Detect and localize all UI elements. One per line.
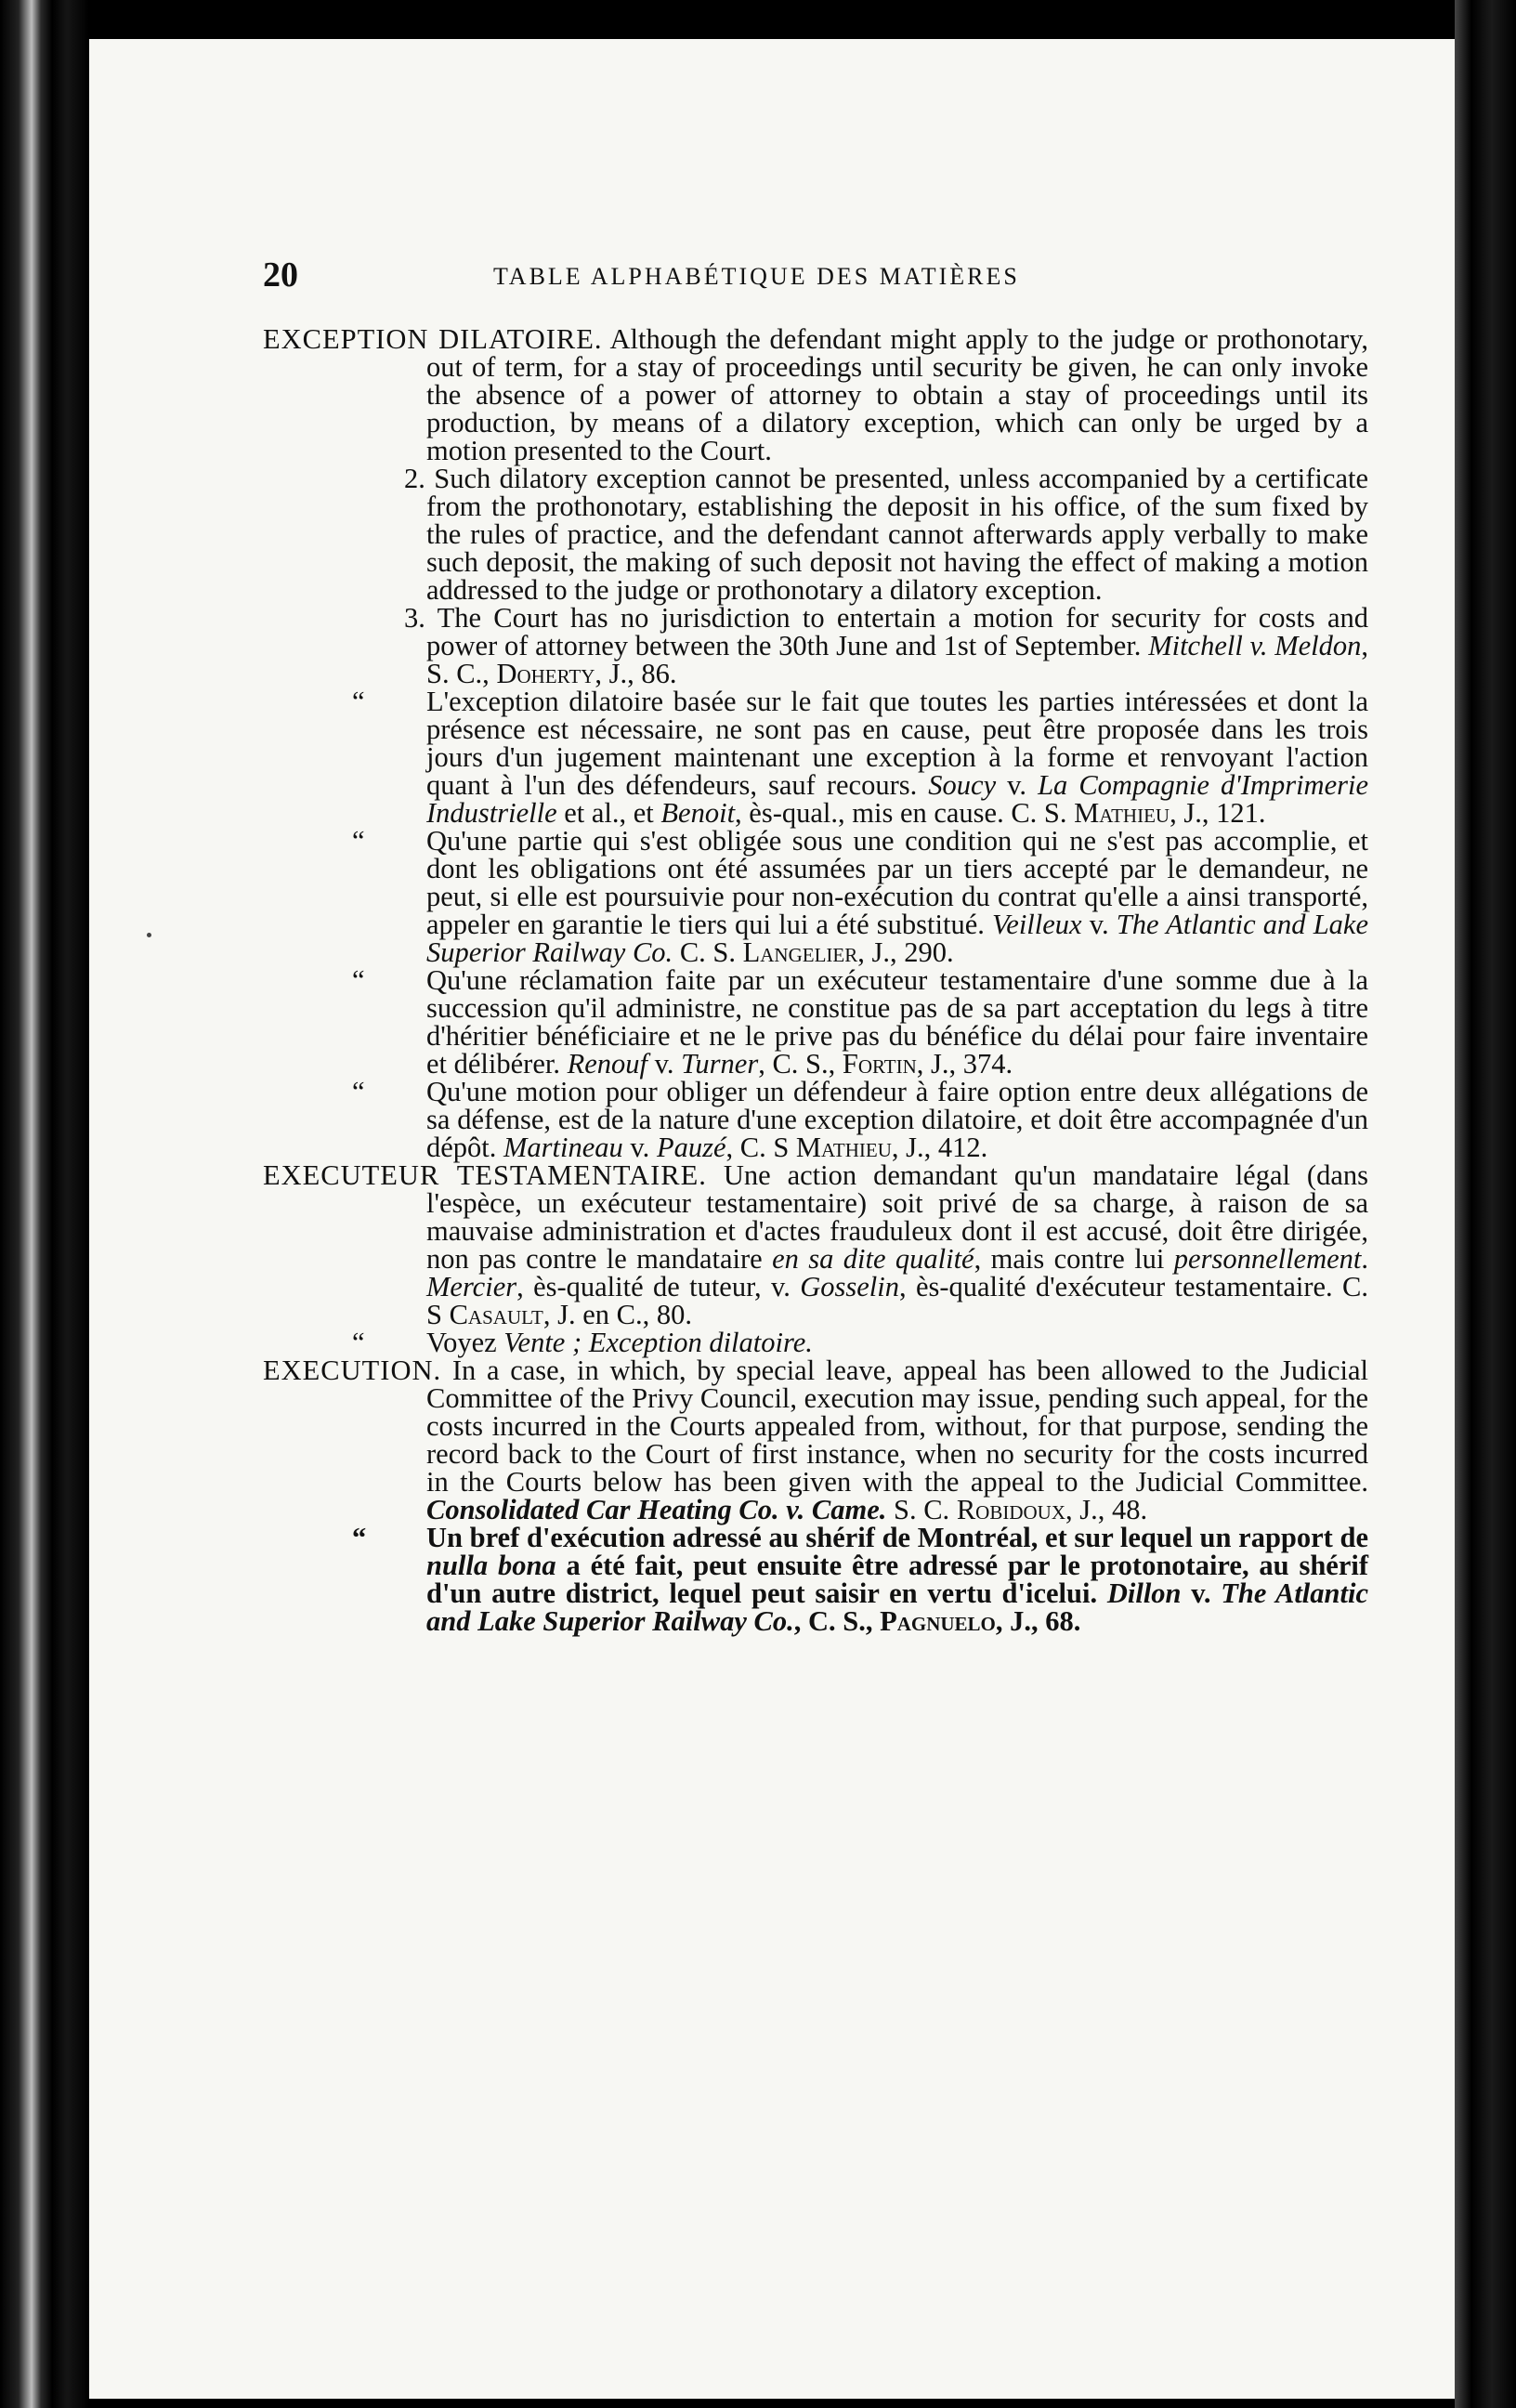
index-text — [263, 325, 1368, 1635]
case-name: Martineau — [503, 1132, 623, 1163]
page-ref: , J., 412. — [891, 1132, 988, 1163]
page-ref: , J., 121. — [1170, 797, 1266, 829]
case-name: Gosselin — [800, 1271, 899, 1302]
ditto-paragraph — [263, 687, 1368, 827]
case-name: Turner — [681, 1048, 759, 1080]
numbered-item — [263, 604, 1368, 687]
court-ref: S. C. — [886, 1494, 957, 1525]
court-ref: , S. C., — [426, 630, 1368, 689]
court-ref: , ès-qualité d'exécuteur testamentaire. C. S — [426, 1271, 1368, 1330]
court-ref: , ès-qual., mis en cause. C. S. — [735, 797, 1075, 829]
judge-name: Pagnuelo — [880, 1605, 996, 1637]
court-ref: C. S. — [673, 936, 743, 968]
judge-name: Doherty — [496, 658, 595, 689]
ditto-text: Qu'une motion pour obliger un défendeur à faire option entre deux allégations de sa défense, est de la nature d'une exception dilatoire, et doit être accompagnée d'un dépôt. — [426, 1076, 1368, 1163]
case-name: Consolidated Car Heating Co. v. Came. — [426, 1494, 887, 1525]
cross-reference: Vente ; Exception dilatoire. — [503, 1327, 813, 1358]
ditto-mark: “ — [352, 825, 365, 857]
page-ref: , J., 86. — [595, 658, 677, 689]
item-text: The Court has no jurisdiction to entertain a motion for security for costs and power of attorney between the 30th June and 1st of September. — [426, 602, 1368, 661]
page-ref: , J., 290. — [857, 936, 954, 968]
entry-text: , mais contre lui — [974, 1243, 1174, 1275]
case-name: Pauzé — [656, 1132, 726, 1163]
case-name: La Compagnie d'Imprimerie Industrielle — [426, 769, 1368, 829]
court-ref: , C. S., — [793, 1605, 881, 1637]
entry-heading: EXECUTEUR TESTAMENTAIRE. — [263, 1159, 707, 1191]
entry-heading: EXCEPTION DILATOIRE. — [263, 323, 603, 355]
entry-heading: EXECUTION. — [263, 1354, 442, 1386]
court-ref: , C. S., — [758, 1048, 843, 1080]
court-ref: , C. S — [725, 1132, 796, 1163]
ditto-paragraph — [263, 966, 1368, 1078]
emphasis: en sa dite qualité — [772, 1243, 974, 1275]
entry-text: In a case, in which, by special leave, appeal has been allowed to the Judicial Committee of the Privy Council, execution may issue, pending such appeal, for the costs incurred in the Courts appealed from, without, for that purpose, sending the record back to the Court of first instance, when no security for the costs incurred in the Courts below has been given with the appeal to the Judicial Committee. — [426, 1354, 1369, 1498]
ditto-paragraph — [263, 827, 1368, 966]
emphasis: personnellement — [1173, 1243, 1362, 1275]
case-name: The Atlantic and Lake Superior Railway Co. — [426, 1577, 1368, 1637]
entry-execution — [263, 1356, 1368, 1524]
ditto-mark: “ — [352, 1327, 365, 1358]
page-right-shadow — [1455, 0, 1516, 2408]
judge-name: Casault — [449, 1299, 543, 1330]
versus: v. — [996, 769, 1039, 801]
case-name: Soucy — [928, 769, 997, 801]
versus: v. — [1181, 1577, 1222, 1609]
case-name: Dillon — [1106, 1577, 1182, 1609]
item-number: 3. — [404, 602, 425, 634]
page-ref: , J., 374. — [916, 1048, 1013, 1080]
case-name: Veilleux — [992, 909, 1082, 940]
connector: , ès-qualité de tuteur, v. — [516, 1271, 801, 1302]
judge-name: Langelier — [742, 936, 858, 968]
page-number: 20 — [263, 255, 298, 294]
ditto-text: a été fait, peut ensuite être adressé par le protonotaire, au shérif d'un autre district, lequel peut saisir en vertu d'icelui. — [426, 1550, 1368, 1609]
case-name: The Atlantic and Lake Superior Railway Co. — [426, 909, 1368, 968]
ditto-text: Un bref d'exécution adressé au shérif de Montréal, et sur lequel un rapport de — [426, 1522, 1368, 1553]
versus: v. — [1081, 909, 1117, 940]
emphasis: nulla bona — [426, 1550, 556, 1581]
book-spine-edge — [0, 0, 89, 2408]
page-ref: , J., 68. — [995, 1605, 1081, 1637]
page-ref: , J. en C., 80. — [542, 1299, 692, 1330]
ditto-text: L'exception dilatoire basée sur le fait que toutes les parties intéressées et dont la présence est nécessaire, ne sont pas en cause, peut être proposée dans les trois jours d'un jugement maintenant une exception à la forme et renvoyant l'action quant à l'un des défendeurs, sauf recours. — [426, 686, 1368, 801]
judge-name: Robidoux — [956, 1494, 1065, 1525]
versus: v. — [647, 1048, 682, 1080]
judge-name: Fortin — [842, 1048, 917, 1080]
case-name: Mitchell v. Meldon — [1148, 630, 1362, 661]
ditto-text: Qu'une partie qui s'est obligée sous une condition qui ne s'est pas accomplie, et dont les obligations ont été assumées par un tiers accepté par le demandeur, ne peut, si elle est poursuivie pour non-exécution du contrat qu'elle a ainsi transporté, appeler en garantie le tiers qui lui a été substitué. — [426, 825, 1368, 940]
page-ref: , J., 48. — [1065, 1494, 1148, 1525]
ditto-paragraph — [263, 1524, 1368, 1635]
running-head — [263, 256, 1192, 294]
ditto-text: Qu'une réclamation faite par un exécuteur testamentaire d'une somme due à la succession qu'il administre, ne constitue pas de sa part acceptation du legs à titre d'héritier bénéficiaire et ne le prive pas du bénéfice du délai pour faire inventaire et délibérer. — [426, 964, 1368, 1080]
ditto-mark: “ — [352, 964, 365, 996]
ditto-paragraph — [263, 1328, 1368, 1356]
entry-exception-dilatoire — [263, 325, 1368, 465]
entry-text: Une action demandant qu'un mandataire légal (dans l'espèce, un exécuteur testamentaire) soit privé de sa charge, à raison de sa mauvaise administration et d'actes frauduleux dont il est accusé, doit être dirigée, non pas contre le mandataire — [426, 1159, 1368, 1275]
connector: et al., et — [556, 797, 661, 829]
voyez-label: Voyez — [426, 1327, 504, 1358]
case-name: Benoit — [660, 797, 736, 829]
numbered-item — [263, 465, 1368, 604]
ditto-mark: “ — [352, 686, 365, 717]
ditto-mark: “ — [352, 1076, 365, 1107]
running-title: TABLE ALPHABÉTIQUE DES MATIÈRES — [493, 263, 1020, 290]
margin-speck — [147, 933, 151, 937]
case-name: Renouf — [567, 1048, 647, 1080]
versus: v. — [622, 1132, 657, 1163]
item-text: Such dilatory exception cannot be presented, unless accompanied by a certificate from the prothonotary, establishing the deposit in his office, of the sum fixed by the rules of practice, and the defendant cannot afterwards apply verbally to make such deposit, the making of such deposit not having the effect of making a motion addressed to the judge or prothonotary a dilatory exception. — [426, 463, 1368, 606]
item-number: 2. — [404, 463, 425, 494]
entry-text: Although the defendant might apply to the judge or prothonotary, out of term, for a stay of proceedings until security be given, he can only invoke the absence of a power of attorney to obtain a stay of proceedings until its production, by means of a dilatory exception, which can only be urged by a motion presented to the Court. — [426, 323, 1368, 466]
case-name: Mercier — [426, 1271, 517, 1302]
judge-name: Mathieu — [1074, 797, 1170, 829]
entry-text: . — [1361, 1243, 1369, 1275]
entry-executeur-testamentaire — [263, 1161, 1368, 1328]
ditto-paragraph — [263, 1078, 1368, 1161]
ditto-mark: “ — [352, 1522, 367, 1553]
judge-name: Mathieu — [795, 1132, 892, 1163]
